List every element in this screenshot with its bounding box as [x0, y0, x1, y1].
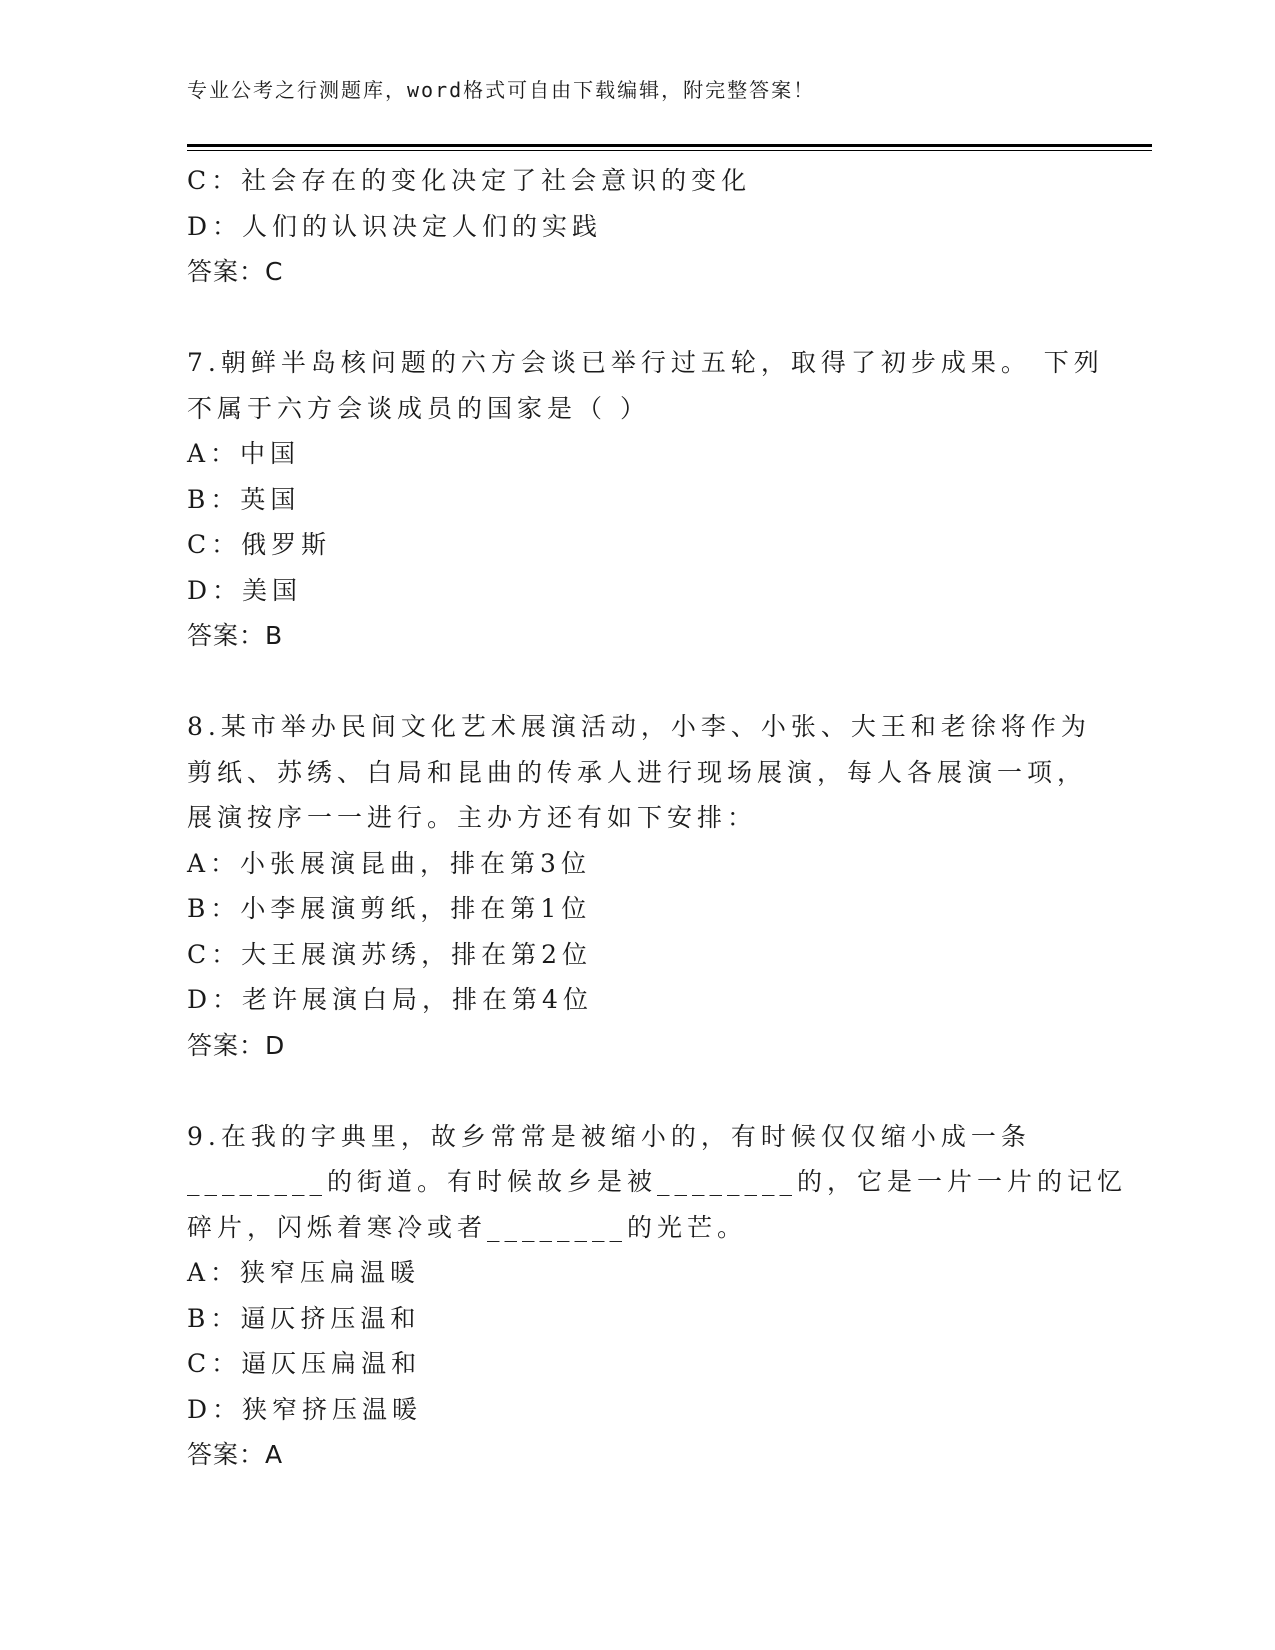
q9-answer: 答案：A [187, 1440, 284, 1469]
q8-answer: 答案：D [187, 1030, 286, 1060]
header-rule-thick [187, 144, 1152, 147]
spacer [187, 1068, 1087, 1114]
q7-option-b: B：英国 [187, 484, 301, 514]
q8-stem-line: 剪纸、苏绣、白局和昆曲的传承人进行现场展演，每人各展演一项， [187, 757, 1088, 787]
header-rule-thin [187, 150, 1152, 151]
q8-stem-line: 8.某市举办民间文化艺术展演活动，小李、小张、大王和老徐将作为 [187, 712, 1091, 741]
q8-option-d: D：老许展演白局，排在第4位 [187, 985, 593, 1014]
q9-stem-line: 9.在我的字典里，故乡常常是被缩小的，有时候仅仅缩小成一条 [187, 1121, 1031, 1151]
answer-line: 答案：C [187, 257, 284, 286]
option-d: D：人们的认识决定人们的实践 [187, 211, 603, 241]
q7-option-d: D：美国 [187, 575, 303, 605]
option-c: C：社会存在的变化决定了社会意识的变化 [187, 166, 752, 195]
q7-option-c: C：俄罗斯 [187, 530, 332, 559]
q9-option-c: C：逼仄压扁温和 [187, 1349, 422, 1378]
q8-option-b: B：小李展演剪纸，排在第1位 [187, 894, 592, 923]
q9-option-a: A：狭窄压扁温暖 [187, 1258, 421, 1287]
q7-answer: 答案：B [187, 621, 284, 650]
q8-stem-line: 展演按序一一进行。主办方还有如下安排： [187, 803, 758, 832]
page-header: 专业公考之行测题库，word格式可自由下载编辑，附完整答案！ [187, 78, 816, 102]
q7-stem-line: 7.朝鲜半岛核问题的六方会谈已举行过五轮，取得了初步成果。 下列 [187, 348, 1104, 377]
q8-option-a: A：小张展演昆曲，排在第3位 [187, 848, 591, 878]
question-content [187, 158, 1128, 1478]
q9-option-d: D：狭窄挤压温暖 [187, 1394, 423, 1424]
q9-stem-line: ________的街道。有时候故乡是被________的，它是一片一片的记忆 [187, 1167, 1128, 1196]
q8-option-c: C：大王展演苏绣，排在第2位 [187, 939, 593, 969]
spacer [187, 295, 1087, 341]
spacer [187, 659, 1087, 705]
q7-stem-line: 不属于六方会谈成员的国家是（ ） [187, 393, 650, 423]
q7-option-a: A：中国 [187, 439, 301, 468]
q9-option-b: B：逼仄挤压温和 [187, 1303, 421, 1333]
q9-stem-line: 碎片，闪烁着寒冷或者________的光芒。 [187, 1212, 748, 1242]
